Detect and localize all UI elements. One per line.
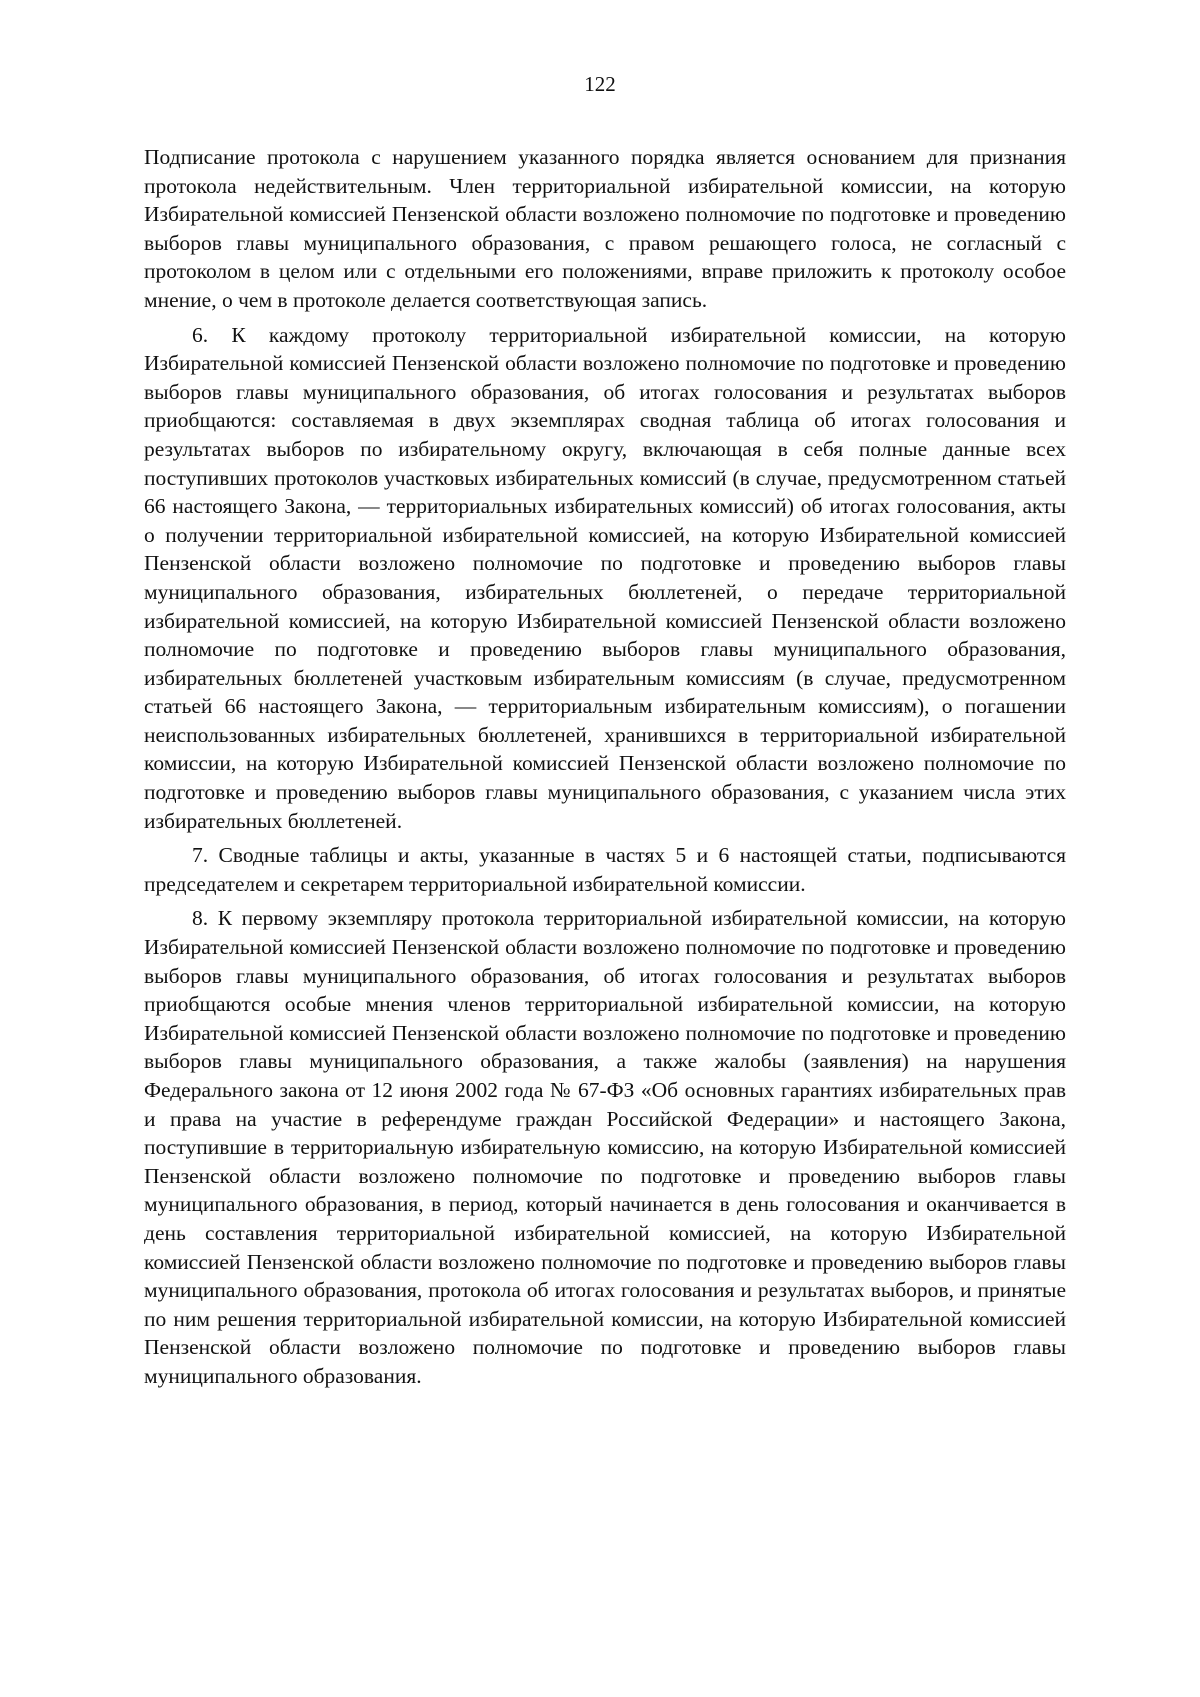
paragraph-8: 8. К первому экземпляру протокола территориальной избирательной комиссии, на которую Избирательной комиссией Пензенской области возложено полномочие по подготовке и проведению выборов главы муниципального образования, об итогах голосования и результатах выборов приобщаются особые мнения членов территориальной избирательной комиссии, на которую Избирательной комиссией Пензенской области возложено полномочие по подготовке и проведению выборов главы муниципального образования, а также жалобы (заявления) на нарушения Федерального закона от 12 июня 2002 года № 67-ФЗ «Об основных гарантиях избирательных прав и права на участие в референдуме граждан Российской Федерации» и настоящего Закона, поступившие в территориальную избирательную комиссию, на которую Избирательной комиссией Пензенской области возложено полномочие по подготовке и проведению выборов главы муниципального образования, в период, который начинается в день голосования и оканчивается в день составления территориальной избирательной комиссией, на которую Избирательной комиссией Пензенской области возложено полномочие по подготовке и проведению выборов главы муниципального образования, протокола об итогах голосования и результатах выборов, и принятые по ним решения территориальной избирательной комиссии, на которую Избирательной комиссией Пензенской области возложено полномочие по подготовке и проведению выборов главы муниципального образования. — [144, 906, 1066, 1388]
paragraph-6: 6. К каждому протоколу территориальной избирательной комиссии, на которую Избирательной комиссией Пензенской области возложено полномочие по подготовке и проведению выборов главы муниципального образования, об итогах голосования и результатах выборов приобщаются: составляемая в двух экземплярах сводная таблица об итогах голосования и результатах выборов по избирательному округу, включающая в себя полные данные всех поступивших протоколов участковых избирательных комиссий (в случае, предусмотренном статьей 66 настоящего Закона, — территориальных избирательных комиссий) об итогах голосования, акты о получении территориальной избирательной комиссией, на которую Избирательной комиссией Пензенской области возложено полномочие по подготовке и проведению выборов главы муниципального образования, избирательных бюллетеней, о передаче территориальной избирательной комиссией, на которую Избирательной комиссией Пензенской области возложено полномочие по подготовке и проведению выборов главы муниципального образования, избирательных бюллетеней участковым избирательным комиссиям (в случае, предусмотренном статьей 66 настоящего Закона, — территориальным избирательным комиссиям), о погашении неиспользованных избирательных бюллетеней, хранившихся в территориальной избирательной комиссии, на которую Избирательной комиссией Пензенской области возложено полномочие по подготовке и проведению выборов главы муниципального образования, с указанием числа этих избирательных бюллетеней. — [144, 322, 1066, 833]
page-number: 122 — [584, 72, 616, 96]
document-body — [144, 143, 1066, 1397]
paragraph-continuation: Подписание протокола с нарушением указанного порядка является основанием для признания протокола недействительным. Член территориальной избирательной комиссии, на которую Избирательной комиссией Пензенской области возложено полномочие по подготовке и проведению выборов главы муниципального образования, с правом решающего голоса, не согласный с протоколом в целом или с отдельными его положениями, вправе приложить к протоколу особое мнение, о чем в протоколе делается соответствующая запись. — [144, 145, 1066, 312]
paragraph-7: 7. Сводные таблицы и акты, указанные в частях 5 и 6 настоящей статьи, подписываются председателем и секретарем территориальной избирательной комиссии. — [144, 843, 1066, 896]
